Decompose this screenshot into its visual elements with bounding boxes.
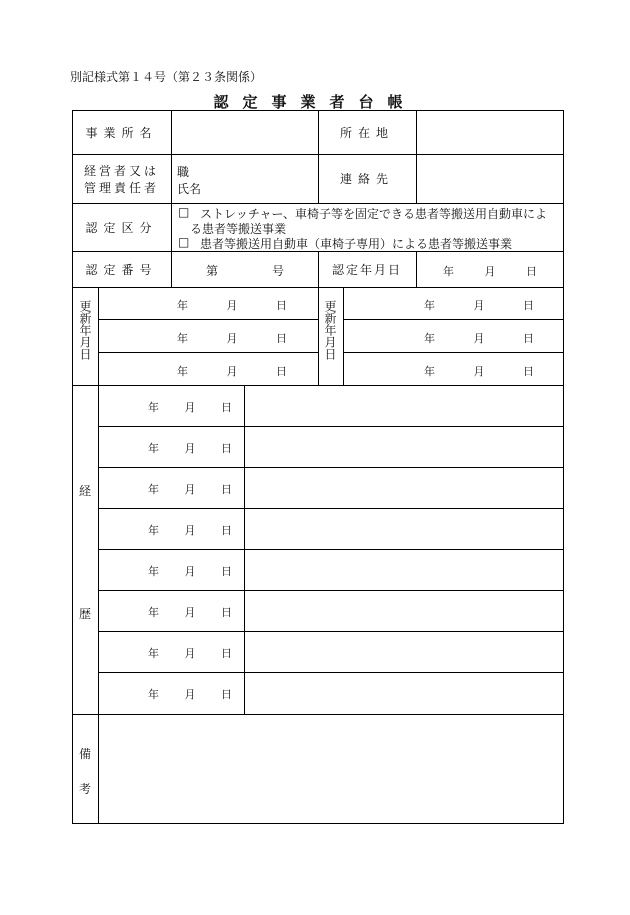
renewal-date-left-1[interactable] xyxy=(177,297,287,313)
remarks-field[interactable] xyxy=(99,715,563,823)
manager-label xyxy=(72,154,171,203)
history-label-1: 経 xyxy=(79,484,92,498)
manager-label-line2: 管理責任者 xyxy=(83,180,159,195)
day-label: 日 xyxy=(526,265,537,278)
year-label: 年 xyxy=(177,365,188,378)
month-label: 月 xyxy=(473,299,485,312)
manager-label-line1: 経営者又は xyxy=(83,163,159,178)
month-label: 月 xyxy=(184,606,196,619)
form-reference: 別記様式第１４号（第２３条関係） xyxy=(70,70,263,84)
contact-field[interactable] xyxy=(417,155,563,202)
cert-number-prefix: 第 xyxy=(206,264,219,278)
month-label: 月 xyxy=(484,265,496,278)
day-label: 日 xyxy=(221,483,232,496)
day-label: 日 xyxy=(221,524,232,537)
day-label: 日 xyxy=(221,565,232,578)
cert-number-label: 認定番号 xyxy=(85,262,158,277)
office-name-label: 事業所名 xyxy=(85,125,158,140)
page-title: 認定事業者台帳 xyxy=(213,93,417,111)
office-name-field[interactable] xyxy=(172,111,318,154)
position-label: 職 xyxy=(177,165,190,179)
renewal-label-left: 更新年月日 xyxy=(78,300,92,360)
option2-text: 患者等搬送用自動車（車椅子専用）による患者等搬送事業 xyxy=(200,237,513,251)
month-label: 月 xyxy=(184,565,196,578)
day-label: 日 xyxy=(276,299,287,312)
month-label: 月 xyxy=(184,401,196,414)
year-label: 年 xyxy=(177,332,188,345)
renewal-date-left-3[interactable] xyxy=(177,363,287,379)
remarks-label-1: 備 xyxy=(79,747,92,761)
day-label: 日 xyxy=(523,332,534,345)
day-label: 日 xyxy=(221,688,232,701)
cert-date-label: 認定年月日 xyxy=(331,262,402,277)
year-label: 年 xyxy=(148,647,159,660)
year-label: 年 xyxy=(424,299,435,312)
day-label: 日 xyxy=(276,365,287,378)
cert-date[interactable] xyxy=(443,263,537,279)
option1-text-line2: る患者等搬送事業 xyxy=(190,222,287,236)
name-label: 氏名 xyxy=(177,182,202,196)
month-label: 月 xyxy=(226,365,238,378)
history-date-1[interactable] xyxy=(148,399,232,415)
history-date-2[interactable] xyxy=(148,440,232,456)
month-label: 月 xyxy=(184,442,196,455)
history-date-4[interactable] xyxy=(148,522,232,538)
month-label: 月 xyxy=(226,299,238,312)
history-date-7[interactable] xyxy=(148,645,232,661)
year-label: 年 xyxy=(148,483,159,496)
renewal-label-right: 更新年月日 xyxy=(323,300,337,360)
renewal-date-right-3[interactable] xyxy=(424,363,534,379)
option1-text-line1: ストレッチャー、車椅子等を固定できる患者等搬送用自動車によ xyxy=(200,207,548,221)
year-label: 年 xyxy=(148,524,159,537)
year-label: 年 xyxy=(443,265,454,278)
history-date-5[interactable] xyxy=(148,563,232,579)
year-label: 年 xyxy=(148,401,159,414)
renewal-date-left-2[interactable] xyxy=(177,330,287,346)
contact-label: 連絡先 xyxy=(339,172,394,186)
renewal-date-right-1[interactable] xyxy=(424,297,534,313)
day-label: 日 xyxy=(523,299,534,312)
day-label: 日 xyxy=(221,442,232,455)
month-label: 月 xyxy=(184,524,196,537)
location-label: 所在地 xyxy=(339,125,394,140)
year-label: 年 xyxy=(148,442,159,455)
year-label: 年 xyxy=(177,299,188,312)
option1-checkbox[interactable]: □ xyxy=(178,205,190,219)
history-date-6[interactable] xyxy=(148,604,232,620)
history-date-8[interactable] xyxy=(148,686,232,702)
day-label: 日 xyxy=(276,332,287,345)
location-field[interactable] xyxy=(417,111,563,154)
month-label: 月 xyxy=(226,332,238,345)
option2-checkbox[interactable]: □ xyxy=(178,235,190,249)
day-label: 日 xyxy=(221,606,232,619)
year-label: 年 xyxy=(148,688,159,701)
day-label: 日 xyxy=(523,365,534,378)
cert-number-suffix: 号 xyxy=(272,264,285,278)
month-label: 月 xyxy=(473,365,485,378)
year-label: 年 xyxy=(424,365,435,378)
remarks-label-2: 考 xyxy=(79,782,92,796)
category-label: 認定区分 xyxy=(85,220,158,235)
year-label: 年 xyxy=(424,332,435,345)
month-label: 月 xyxy=(473,332,485,345)
day-label: 日 xyxy=(221,401,232,414)
renewal-date-right-2[interactable] xyxy=(424,330,534,346)
history-date-3[interactable] xyxy=(148,481,232,497)
month-label: 月 xyxy=(184,483,196,496)
day-label: 日 xyxy=(221,647,232,660)
month-label: 月 xyxy=(184,688,196,701)
year-label: 年 xyxy=(148,565,159,578)
month-label: 月 xyxy=(184,647,196,660)
history-label-2: 歴 xyxy=(79,607,92,621)
year-label: 年 xyxy=(148,606,159,619)
